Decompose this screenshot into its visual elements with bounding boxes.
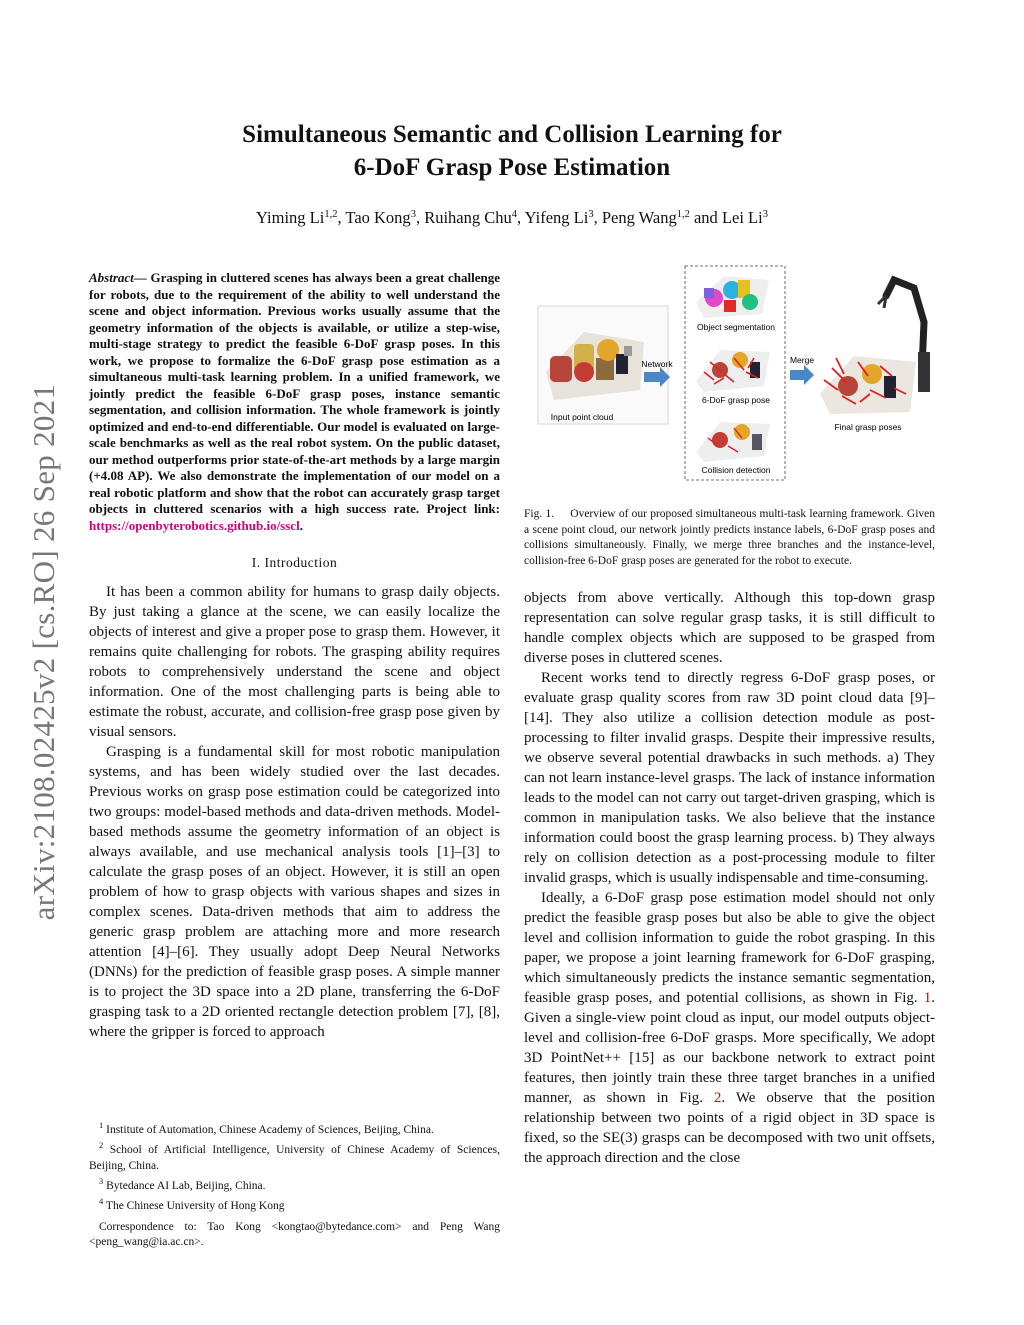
author: Lei Li$^3$ <box>721 208 768 227</box>
title-line-2: 6-DoF Grasp Pose Estimation <box>353 154 671 181</box>
final-label: Final grasp poses <box>834 422 902 432</box>
segmentation-branch <box>696 276 775 332</box>
footnote: $^4$ The Chinese University of Hong Kong <box>99 1196 285 1213</box>
paper-title <box>120 118 904 184</box>
arxiv-side-stamp: arXiv:2108.02425v2 [cs.RO] 26 Sep 2021 <box>26 383 61 921</box>
author: Ruihang Chu$^4$, <box>424 208 525 227</box>
body-paragraph: It has been a common ability for humans to grasp daily objects. By just taking a glance at the scene, we can easily localize the objects of interest and give a proper pose to grasp them. However, it remains quite challenging for robots. The grasping ability requires robots to comprehensively understand the scene and object information. One of the most challenging parts is being able to estimate the robust, accurate, and collision-free grasp pose given by visual sensors. <box>89 584 500 740</box>
project-link[interactable]: https://openbyterobotics.github.io/sscl <box>89 517 300 533</box>
merge-label: Merge <box>789 355 815 365</box>
footnote: $^1$ Institute of Automation, Chinese Academy of Sciences, Beijing, China. <box>99 1120 434 1136</box>
body-paragraph: Recent works tend to directly regress 6-DoF grasp poses, or evaluate grasp quality scores from raw 3D point cloud data [9]–[14]. They also utilize a collision detection module as post-processing to filter invalid grasps. Despite their impressive results, we observe several potential drawbacks in such methods. a) They can not learn instance-level grasps. The lack of instance information leads to the model can not carry out target-driven grasping, which is common in manipulation tasks. We also believe that the instance information could boost the grasp learning process. b) They always rely on collision detection as a post-processing module to filter invalid grasps, which is usually indispensable and time-consuming. <box>524 670 935 886</box>
seg-label: Object segmentation <box>697 322 775 332</box>
abstract: Abstract— Grasping in cluttered scenes has always been a great challenge for robots, due to the requirement of the ability to well understand the scene and object information. Previous works usually assume that the geometry information of the objects is available, or utilize a step-wise, multi-stage strategy to predict the feasible 6-DoF grasp poses. In this work, we propose to formalize the 6-DoF grasp pose estimation as a simultaneous multi-task learning problem. In a unified framework, we jointly predict the feasible 6-DoF grasp poses, instance semantic segmentation, and collision information. The whole framework is jointly optimized and end-to-end differentiable. Our model is evaluated on large-scale benchmarks as well as the real robot system. On the public dataset, our method outperforms prior state-of-the-art methods by a large margin (+4.08 AP). We also demonstrate the implementation of our model on a real robotic platform and show that the robot can accurately grasp target objects in cluttered scenarios with a high success rate. Project link: https://openbyterobotics.github.io/sscl. <box>89 270 500 533</box>
input-label: Input point cloud <box>550 412 614 422</box>
section-heading: I. Introduction <box>251 555 338 570</box>
left-column <box>89 270 500 1042</box>
network-label: Network <box>641 359 673 369</box>
author: Yiming Li$^{1,2}$, <box>256 208 346 227</box>
footnotes <box>89 1118 500 1251</box>
title-line-1: Simultaneous Semantic and Collision Learning for <box>242 121 782 148</box>
footnote: $^2$ School of Artificial Intelligence, University of Chinese Academy of Sciences, Beijing, China. <box>89 1140 500 1172</box>
footnote: $^3$ Bytedance AI Lab, Beijing, China. <box>99 1176 266 1192</box>
author: Tao Kong$^3$, <box>345 208 425 227</box>
figure-1 <box>524 262 935 492</box>
grasp-label: 6-DoF grasp pose <box>701 395 771 405</box>
abstract-text: Grasping in cluttered scenes has always been a great challenge for robots, due to the requirement of the ability to well understand the scene and object information. Previous works usually assume that the geometry information of the objects is available, or utilize a step-wise, multi-stage strategy to predict the feasible 6-DoF grasp poses. In this work, we propose to formalize the 6-DoF grasp pose estimation as a simultaneous multi-task learning problem. In a unified framework, we jointly predict the feasible 6-DoF grasp poses, instance semantic segmentation, and collision information. The whole framework is jointly optimized and end-to-end differentiable. Our model is evaluated on large-scale benchmarks as well as the real robot system. On the public dataset, our method outperforms prior state-of-the-art methods by a large margin (+4.08 AP). We also demonstrate the implementation of our model on a real robotic platform and show that the robot can accurately grasp target objects in cluttered scenarios with a high success rate. Project link: <box>89 270 500 516</box>
final-grasp-image <box>820 280 930 432</box>
author: Yifeng Li$^3$, <box>524 208 602 227</box>
fig-ref-1[interactable]: 1 <box>923 990 932 1006</box>
fig-ref-2[interactable]: 2 <box>713 1090 722 1106</box>
figure-caption: Fig. 1. Overview of our proposed simultaneous multi-task learning framework. Given a scene point cloud, our network jointly predicts instance labels, 6-DoF grasp poses and collisions simultaneously. Finally, we merge three branches and the instance-level, collision-free 6-DoF grasp poses are generated for the robot to execute. <box>524 508 938 567</box>
abstract-label: Abstract <box>89 270 134 285</box>
body-paragraph: Grasping is a fundamental skill for most robotic manipulation systems, and has been widely studied over the last decades. Previous works on grasp pose estimation could be categorized into two groups: model-based methods and data-driven methods. Model-based methods assume the geometry information of an object is always available, and use mechanical analysis tools [1]–[3] to calculate the grasp poses of an object. However, it is still an open problem of how to grasp objects with various shapes and sizes in complex scenes. Data-driven methods that aim to address the generic grasp problem are attaching more and more research attention [4]–[6]. They usually adopt Deep Neural Networks (DNNs) for the prediction of feasible grasp poses. A simple manner is to project the 3D space into a 2D plane, transferring the 6-DoF grasping task to a 2D oriented rectangle detection problem [7], [8], where the gripper is forced to approach <box>89 744 500 1040</box>
collision-branch <box>696 422 771 475</box>
footnote: Correspondence to: Tao Kong <kongtao@bytedance.com> and Peng Wang <peng_wang@ia.ac.cn>. <box>89 1220 500 1249</box>
grasp-branch <box>696 350 770 405</box>
right-column <box>524 588 935 1168</box>
collision-label: Collision detection <box>701 465 771 475</box>
body-paragraph: objects from above vertically. Although this top-down grasp representation can solve regular grasp tasks, it is still difficult to handle complex objects which are supposed to be grasped from diverse poses in cluttered scenes. <box>524 590 935 666</box>
body-paragraph: Ideally, a 6-DoF grasp pose estimation model should not only predict the feasible grasp poses but also be able to give the object level and collision information to guide the robot grasping. In this paper, we propose a joint learning framework for 6-DoF grasping, which simultaneously predicts the instance semantic segmentation, feasible grasp poses, and potential collisions, as shown in Fig. 1. Given a single-view point cloud as input, our model outputs object-level and collision-free 6-DoF grasps. More specifically, We adopt 3D PointNet++ [15] as our backbone network to extract point features, then jointly train these three target branches in a unified manner, as shown in Fig. 2. We observe that the position relationship between two points of a rigid object in 3D space is fixed, so the SE(3) grasps can be decomposed with two unit offsets, the approach direction and the close <box>524 890 935 1166</box>
author-list <box>120 208 904 228</box>
merge-arrow <box>790 355 814 385</box>
author: Peng Wang$^{1,2}$ and <box>601 208 722 227</box>
